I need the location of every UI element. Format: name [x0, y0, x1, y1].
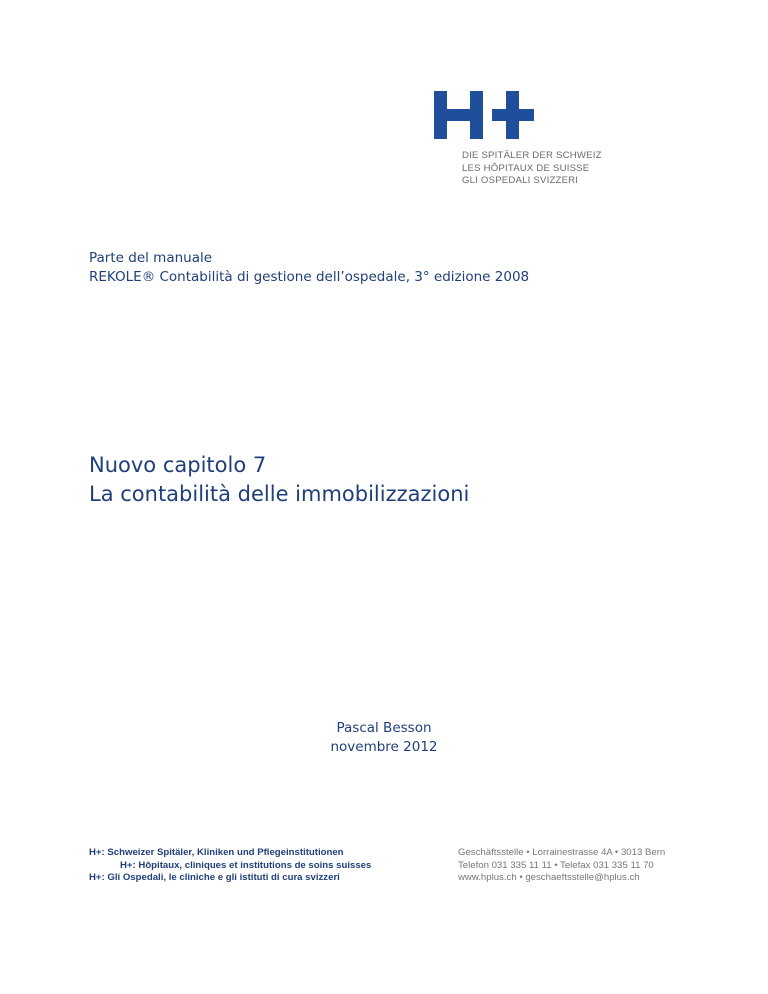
footer-web-email: www.hplus.ch • geschaeftsstelle@hplus.ch — [458, 872, 640, 884]
footer-address: Geschäftsstelle • Lorrainestrasse 4A • 3013 Bern — [458, 847, 666, 858]
hplus-logo-mark — [434, 91, 534, 139]
document-subtitle — [89, 249, 529, 287]
author-name: Pascal Besson — [336, 720, 432, 736]
title-line-1: Nuovo capitolo 7 — [89, 453, 267, 477]
subtitle-line-2: REKOLE® Contabilità di gestione dell’ospedale, 3° edizione 2008 — [89, 269, 530, 285]
footer-org-it: H+: Gli Ospedali, le cliniche e gli istituti di cura svizzeri — [89, 872, 340, 884]
footer-organization — [89, 847, 371, 885]
tagline-de: DIE SPITÄLER DER SCHWEIZ — [462, 150, 602, 161]
title-line-2: La contabilità delle immobilizzazioni — [89, 482, 470, 506]
publication-date: novembre 2012 — [330, 739, 438, 755]
footer-phone: Telefon 031 335 11 11 • Telefax 031 335 11 70 — [458, 859, 654, 871]
footer-org-fr: H+: Hôpitaux, cliniques et institutions de soins suisses — [120, 859, 372, 871]
subtitle-line-1: Parte del manuale — [89, 250, 213, 266]
logo-tagline — [462, 150, 602, 188]
footer-contact — [458, 847, 665, 885]
tagline-fr: LES HÔPITAUX DE SUISSE — [462, 162, 590, 174]
tagline-it: GLI OSPEDALI SVIZZERI — [462, 175, 579, 186]
footer-org-de: H+: Schweizer Spitäler, Kliniken und Pflegeinstitutionen — [89, 847, 344, 858]
author-block — [0, 719, 768, 757]
document-title — [89, 451, 469, 509]
